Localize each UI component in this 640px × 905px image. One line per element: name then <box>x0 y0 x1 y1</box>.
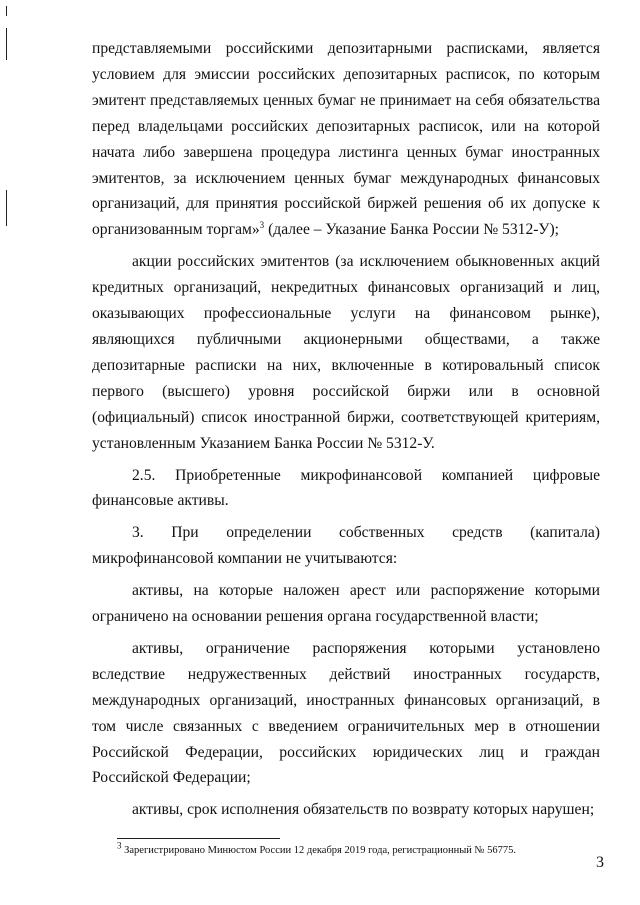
paragraph-continuation: представляемыми российскими депозитарными расписками, является условием для эмиссии российских депозитарных расписок, по которым эмитент представляемых ценных бумаг не принимает на себя обязательства перед владельцами российских депозитарных расписок, или на которой начата либо завершена процедура листинга ценных бумаг иностранных эмитентов, за исключением ценных бумаг международных финансовых организаций, для принятия российской биржей решения об их допуске к организованным торгам»$^3$ (далее – Указание Банка России № 5312-У); <box>92 40 600 239</box>
paragraph: акции российских эмитентов (за исключением обыкновенных акций кредитных организаций, некредитных финансовых организаций и лиц, оказывающих профессиональные услуги на финансовом рынке), являющихся публичными акционерными обществами, а также депозитарные расписки на них, включенные в котировальный список первого (высшего) уровня российской биржи или в основной (официальный) список иностранной биржи, соответствующей критериям, установленным Указанием Банка России № 5312-У. <box>92 253 600 452</box>
paragraph: 2.5. Приобретенные микрофинансовой компанией цифровые финансовые активы. <box>92 466 600 510</box>
footnote-text: Зарегистрировано Минюстом России 12 декабря 2019 года, регистрационный № 56775. <box>121 845 517 856</box>
body-text <box>92 36 600 823</box>
margin-mark <box>6 28 7 60</box>
paragraph: 3. При определении собственных средств (капитала) микрофинансовой компании не учитываются: <box>92 524 600 568</box>
paragraph: активы, на которые наложен арест или распоряжение которыми ограничено на основании решения органа государственной власти; <box>92 582 600 626</box>
footnote <box>117 840 587 858</box>
margin-mark <box>6 6 7 16</box>
footnote-reference[interactable]: 3 <box>259 220 265 231</box>
margin-mark <box>6 190 7 226</box>
paragraph: активы, срок исполнения обязательств по возврату которых нарушен; <box>132 801 595 819</box>
paragraph: активы, ограничение распоряжения которыми установлено вследствие недружественных действий иностранных государств, международных организаций, иностранных финансовых организаций, в том числе связанных с введением ограничительных мер в отношении Российской Федерации, российских юридических лиц и граждан Российской Федерации; <box>92 639 600 787</box>
page-number: 3 <box>596 854 604 871</box>
footnote-separator <box>117 838 280 839</box>
footnote-marker: 3 <box>117 840 122 851</box>
